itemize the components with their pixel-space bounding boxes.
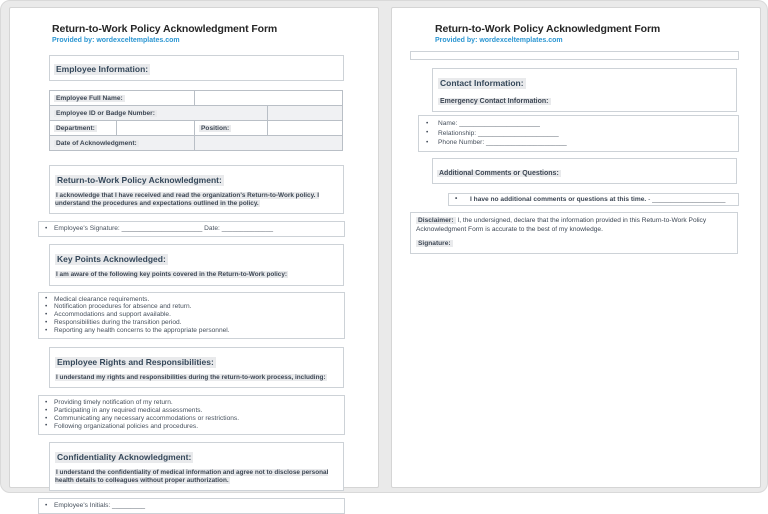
section-header: Key Points Acknowledged: (57, 254, 166, 265)
key-points-list (38, 292, 345, 340)
section-header: Return-to-Work Policy Acknowledgment: (57, 175, 222, 185)
full-name-label: Employee Full Name: (56, 94, 123, 102)
section-key-points (49, 244, 344, 285)
signature-label[interactable]: Signature: (418, 240, 451, 248)
list-item: • Communicating any necessary accommodations or restrictions. (43, 415, 340, 423)
list-item: • Accommodations and support available. (43, 311, 340, 319)
position-field[interactable] (268, 121, 343, 136)
employee-signature-line[interactable]: • Employee's Signature: ______________________ Date: ______________ (43, 225, 340, 233)
date-field[interactable] (195, 136, 343, 151)
doc-title: Return-to-Work Policy Acknowledgment Form (52, 23, 278, 35)
full-name-field[interactable] (195, 91, 343, 106)
doc-title: Return-to-Work Policy Acknowledgment Form (435, 23, 661, 35)
section-header: Additional Comments or Questions: (439, 169, 559, 177)
table-row (50, 121, 343, 136)
no-comments-statement[interactable] (453, 196, 734, 204)
employee-info-table (49, 90, 343, 151)
list-item: • Reporting any health concerns to the appropriate personnel. (43, 327, 340, 335)
list-item: • Medical clearance requirements. (43, 296, 340, 304)
department-label: Department: (56, 124, 95, 132)
section-policy-acknowledgment (49, 165, 344, 214)
department-field[interactable] (117, 121, 195, 136)
section-employee-information (49, 55, 344, 81)
key-points-intro: I am aware of the following key points covered in the Return-to-Work policy: (56, 271, 288, 279)
signature-line-box (38, 221, 345, 237)
disclaimer-box (410, 212, 738, 253)
contact-name-line[interactable]: • Name: ______________________ (423, 119, 734, 129)
empty-field-box[interactable] (410, 51, 739, 60)
section-header: Contact Information: (440, 78, 524, 88)
acknowledgment-text: I acknowledge that I have received and read the organization's Return-to-Work policy. I understand the procedures and expectations outlined in the policy. (55, 192, 319, 208)
initials-line-box (38, 498, 345, 514)
disclaimer-label: Disclaimer: (418, 217, 454, 225)
rights-intro: I understand my rights and responsibilities during the return-to-work process, including: (56, 374, 326, 382)
list-item: • Following organizational policies and procedures. (43, 423, 340, 431)
section-rights-responsibilities (49, 347, 344, 388)
contact-relationship-line[interactable]: • Relationship: ______________________ (423, 129, 734, 139)
section-confidentiality (49, 442, 344, 491)
contact-phone-line[interactable]: • Phone Number: ______________________ (423, 138, 734, 148)
statement-blank[interactable]: - ____________________ (646, 195, 726, 203)
table-row (50, 136, 343, 151)
confidentiality-text: I understand the confidentiality of medical information and agree not to disclose personal health details to colleagues without proper authorization. (55, 468, 329, 485)
emergency-contact-subheader: Emergency Contact Information: (440, 98, 549, 105)
employee-initials-line[interactable]: • Employee's Initials: _________ (43, 502, 340, 510)
contact-fields-list (418, 115, 739, 152)
page-1 (9, 7, 379, 510)
section-contact-information (432, 68, 737, 112)
table-row (50, 106, 343, 121)
disclaimer-text: I, the undersigned, declare that the information provided in this Return-to-Work Policy Acknowledgment Form is accurate to the best of my knowledge. (416, 217, 707, 233)
rights-list (38, 395, 345, 435)
list-item: • Providing timely notification of my return. (43, 399, 340, 407)
section-additional-comments (432, 158, 737, 184)
no-comments-statement-box (448, 193, 739, 207)
provided-by-link[interactable]: Provided by: wordexceltemplates.com (52, 37, 180, 44)
section-header: Employee Rights and Responsibilities: (57, 357, 214, 368)
list-item: • Responsibilities during the transition period. (43, 319, 340, 327)
list-item: • Notification procedures for absence and return. (43, 303, 340, 311)
id-badge-field[interactable] (268, 106, 343, 121)
table-row (50, 91, 343, 106)
provided-by-link[interactable]: Provided by: wordexceltemplates.com (435, 37, 563, 44)
section-header: Employee Information: (56, 64, 149, 74)
position-label: Position: (201, 124, 230, 132)
statement-text: I have no additional comments or questions at this time. (470, 195, 647, 203)
section-header: Confidentiality Acknowledgment: (57, 451, 192, 462)
date-label: Date of Acknowledgment: (56, 139, 137, 147)
id-badge-label: Employee ID or Badge Number: (56, 109, 155, 117)
page-2 (391, 7, 761, 488)
list-item: • Participating in any required medical assessments. (43, 407, 340, 415)
